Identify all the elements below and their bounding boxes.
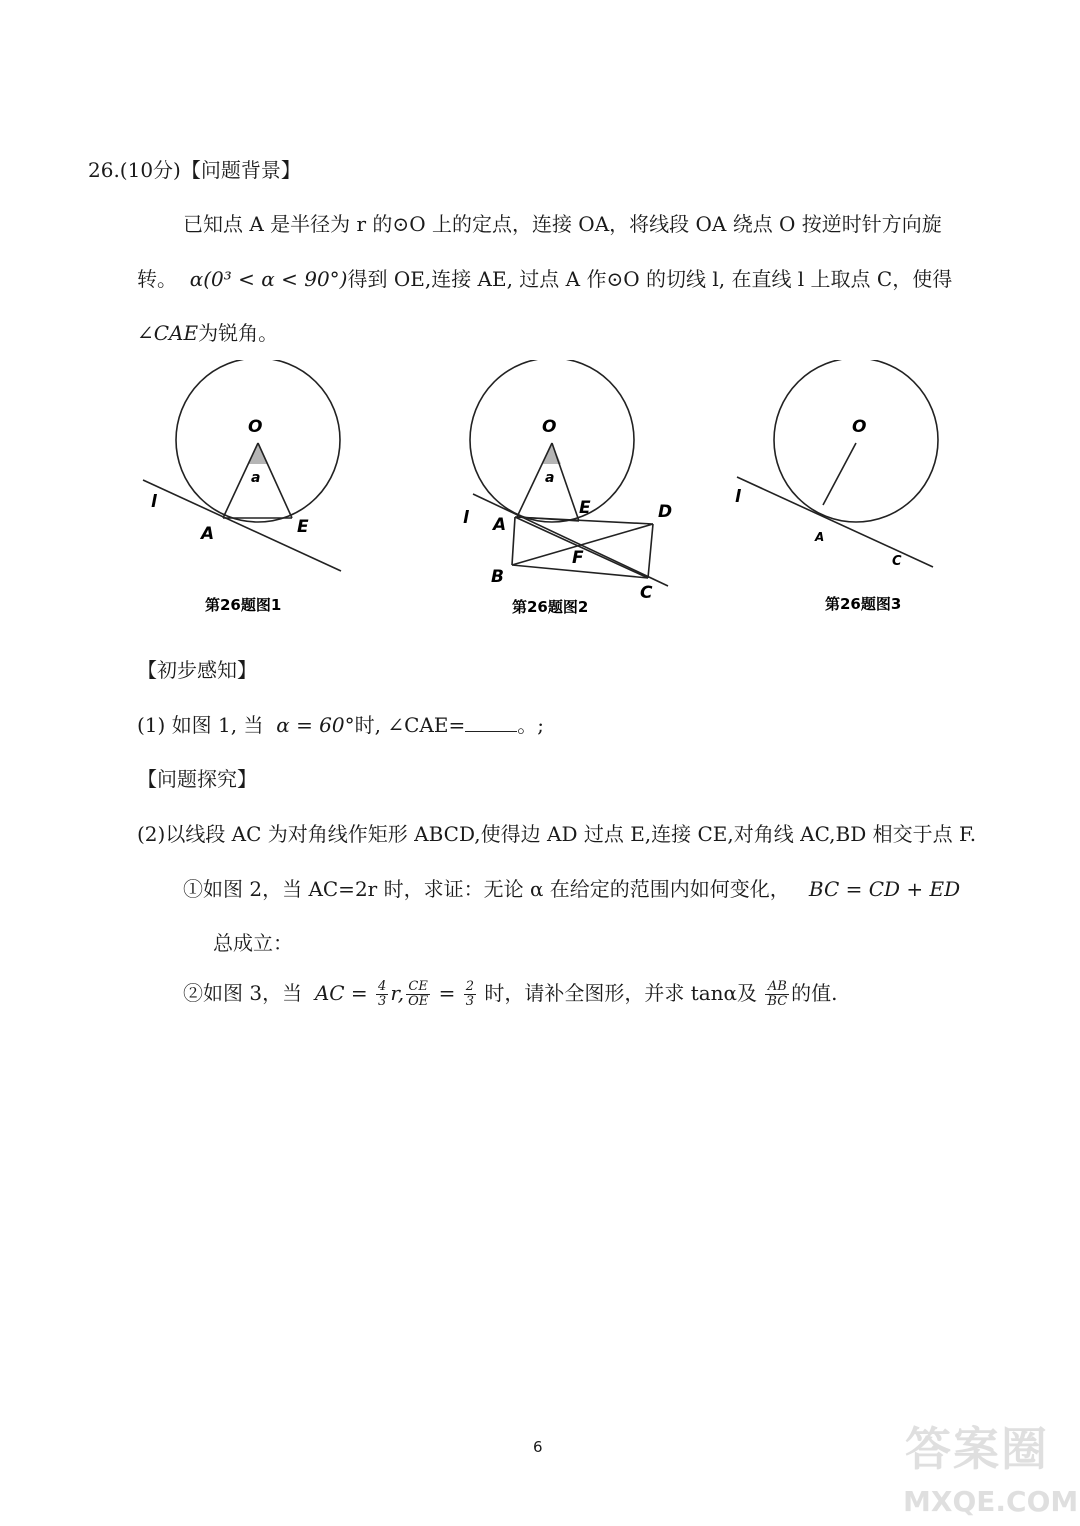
fig1-caption: 第26题图1 <box>205 596 282 614</box>
background-line-3-b: 为锐角。 <box>198 321 279 345</box>
watermark-top: 答案圈 <box>905 1422 1049 1476</box>
question-number: 26.(10分) <box>88 158 181 182</box>
fig2-label-l: l <box>463 508 469 528</box>
fraction-2-3: $\frac{2}{3}$ <box>465 979 474 1009</box>
fig2-caption: 第26题图2 <box>512 598 589 616</box>
fig1-label-o: O <box>248 417 263 437</box>
section-explore-title: 【问题探究】 <box>137 767 257 791</box>
background-line-3 <box>137 319 278 347</box>
figure-3 <box>725 360 945 630</box>
part-2-2-eq: = <box>438 981 456 1005</box>
part-1-b: 时, ∠CAE= <box>354 713 466 737</box>
fig3-caption: 第26题图3 <box>825 595 902 613</box>
fig3-label-l: l <box>735 487 741 507</box>
answer-blank <box>465 713 517 732</box>
part-1-a: (1) 如图 1, 当 <box>137 713 264 737</box>
fig1-label-alpha: a <box>251 470 261 486</box>
part-1-c: 。; <box>517 713 544 737</box>
fig2-label-a: A <box>493 515 507 535</box>
fig2-label-o: O <box>542 417 557 437</box>
fraction-4-3: $\frac{4}{3}$ <box>378 979 387 1009</box>
figure-1 <box>135 360 355 630</box>
fig2-rect-dc <box>648 524 653 578</box>
fig2-label-f: F <box>572 548 584 568</box>
part-2-1-b: 总成立： <box>213 931 293 955</box>
part-2-2-r: r, <box>390 981 405 1005</box>
alpha-range-expression: α(0³ < α < 90°) <box>189 267 348 291</box>
part-2-2 <box>183 979 838 1009</box>
fig2-label-e: E <box>579 498 591 518</box>
part-2-1 <box>183 875 960 903</box>
part-2-1-equation: BC = CD + ED <box>808 877 961 901</box>
watermark-bottom: MXQE.COM <box>903 1485 1079 1518</box>
fig1-tangent-line <box>143 480 341 571</box>
fig1-circle <box>176 360 340 522</box>
part-2: (2)以线段 AC 为对角线作矩形 ABCD,使得边 AD 过点 E,连接 CE,对角线 AC,BD 相交于点 F. <box>137 822 977 846</box>
section-background-title: 【问题背景】 <box>180 158 301 182</box>
fig1-label-l: l <box>151 492 157 512</box>
fig1-alpha-sector <box>248 443 268 464</box>
question-header <box>88 156 301 184</box>
section-perception-title: 【初步感知】 <box>137 658 257 682</box>
figure-2 <box>455 360 685 630</box>
part-1 <box>137 711 544 739</box>
fig1-segment-oe <box>258 443 292 518</box>
background-line-1: 已知点 A 是半径为 r 的⊙O 上的定点，连接 OA，将线段 OA 绕点 O 按逆时针方向旋 <box>183 212 942 236</box>
angle-cae: ∠CAE <box>137 321 199 345</box>
fig2-label-alpha: a <box>545 470 555 486</box>
fig2-circle <box>470 360 634 522</box>
fig1-label-a: A <box>201 524 215 544</box>
fig3-tangent-line <box>737 477 933 567</box>
fig2-label-c: C <box>640 583 653 603</box>
fig2-segment-oe <box>552 443 579 521</box>
fig3-label-a: A <box>815 530 825 544</box>
page-number: 6 <box>533 1438 543 1456</box>
fig3-label-c: C <box>892 554 902 569</box>
background-line-2 <box>137 265 952 293</box>
fig2-rect-ba <box>512 517 515 565</box>
fraction-ab-bc: $\frac{AB}{BC}$ <box>767 979 788 1009</box>
background-line-2-b: 得到 OE,连接 AE, 过点 A 作⊙O 的切线 l, 在直线 l 上取点 C，使得 <box>347 267 953 291</box>
fig3-circle <box>774 360 938 522</box>
part-2-2-b: 时，请补全图形，并求 tanα及 <box>484 981 758 1005</box>
part-2-1-a: ①如图 2，当 AC=2r 时，求证：无论 α 在给定的范围内如何变化， <box>183 877 790 901</box>
part-1-alpha: α = 60° <box>276 713 355 737</box>
fig3-label-o: O <box>852 417 867 437</box>
part-2-2-ac: AC = <box>314 981 368 1005</box>
background-line-2-a: 转。 <box>137 267 177 291</box>
fig2-label-d: D <box>658 502 673 522</box>
watermark-logo <box>895 1405 1079 1520</box>
part-2-2-a: ②如图 3，当 <box>183 981 303 1005</box>
fig1-label-e: E <box>297 517 309 537</box>
fig2-label-b: B <box>491 567 504 587</box>
part-2-2-c: 的值. <box>791 981 838 1005</box>
fraction-ce-oe: $\frac{CE}{OE}$ <box>408 979 429 1009</box>
fig3-segment-oa <box>823 443 856 505</box>
